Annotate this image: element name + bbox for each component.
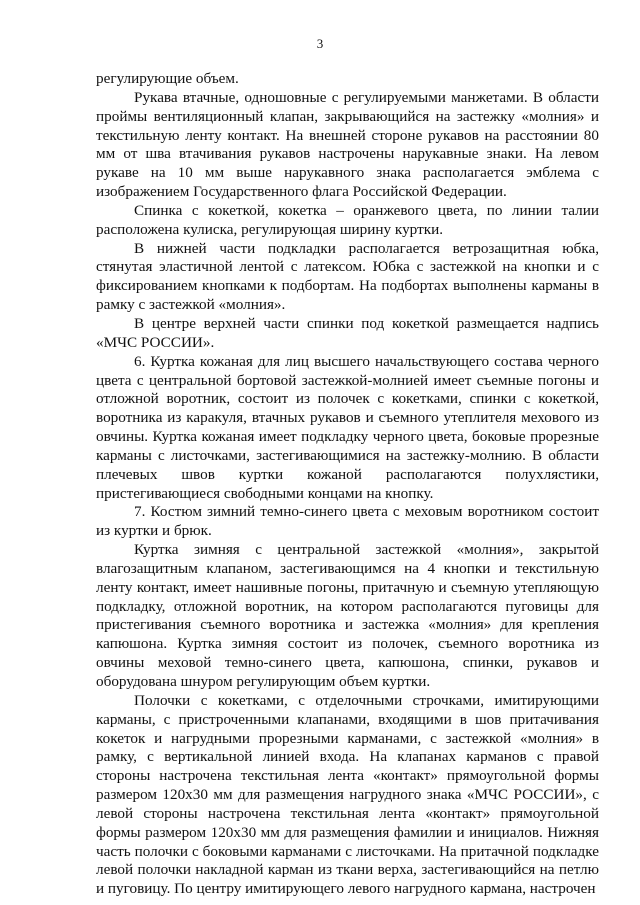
paragraph-item-7: 7. Костюм зимний темно-синего цвета с меховым воротником состоит из куртки и брюк. [96, 503, 599, 540]
paragraph-continuation: регулирующие объем. [96, 70, 239, 87]
paragraph-back: Спинка с кокеткой, кокетка – оранжевого цвета, по линии талии расположена кулиска, регулирующая ширину куртки. [96, 201, 599, 238]
paragraph-sleeves: Рукава втачные, одношовные с регулируемыми манжетами. В области проймы вентиляционный клапан, закрывающийся на застежку «молния» и текстильную ленту контакт. На внешней стороне рукавов на расстоянии 80 мм от шва втачивания рукавов настрочены нарукавные знаки. На левом рукаве на 10 мм выше нарукавного знака располагается эмблема с изображением Государственного флага Российской Федерации. [96, 88, 599, 201]
document-body [96, 70, 599, 899]
paragraph-inscription: В центре верхней части спинки под кокеткой размещается надпись «МЧС РОССИИ». [96, 314, 599, 351]
paragraph-winter-jacket: Куртка зимняя с центральной застежкой «молния», закрытой влагозащитным клапаном, застегивающимся на 4 кнопки и текстильную ленту контакт, имеет нашивные погоны, притачную и съемную утепляющую подкладку, отложной воротник, на котором располагаются пуговицы для пристегивания съемного воротника и застежка «молния» для крепления капюшона. Куртка зимняя состоит из полочек, съемного воротника из овчины меховой темно-синего цвета, капюшона, спинки, рукавов и оборудована шнуром регулирующим объем куртки. [96, 541, 599, 690]
paragraph-item-6: 6. Куртка кожаная для лиц высшего начальствующего состава черного цвета с центральной бортовой застежкой-молнией имеет съемные погоны и отложной воротник, состоит из полочек с кокетками, спинки с кокеткой, воротника из каракуля, втачных рукавов и съемного утеплителя мехового из овчины. Куртка кожаная имеет подкладку черного цвета, боковые прорезные карманы с листочками, застегивающимися на застежку-молнию. В области плечевых швов куртки кожаной располагаются полухлястики, пристегивающиеся свободными концами на кнопку. [96, 352, 599, 502]
paragraph-lining: В нижней части подкладки располагается ветрозащитная юбка, стянутая эластичной лентой с латексом. Юбка с застежкой на кнопки и с фиксированием кнопками к подбортам. На подбортах выполнены карманы в рамку с застежкой «молния». [96, 239, 599, 314]
page-number: 3 [316, 36, 324, 51]
paragraph-front-panels: Полочки с кокетками, с отделочными строчками, имитирующими карманы, с пристроченными клапанами, входящими в шов притачивания кокеток и нагрудными прорезными карманами, с застежкой «молния» в рамку, с вертикальной линией входа. На клапанах карманов с правой стороны настрочена текстильная лента «контакт» прямоугольной формы размером 120х30 мм для размещения нагрудного знака «МЧС РОССИИ», с левой стороны настрочена текстильная лента «контакт» прямоугольной формы размером 120х30 мм для размещения фамилии и инициалов. Нижняя часть полочки с боковыми карманами с листочками. На притачной подкладке левой полочки накладной карман из ткани верха, застегивающийся на петлю и пуговицу. По центру имитирующего левого нагрудного кармана, настрочен [96, 691, 599, 898]
